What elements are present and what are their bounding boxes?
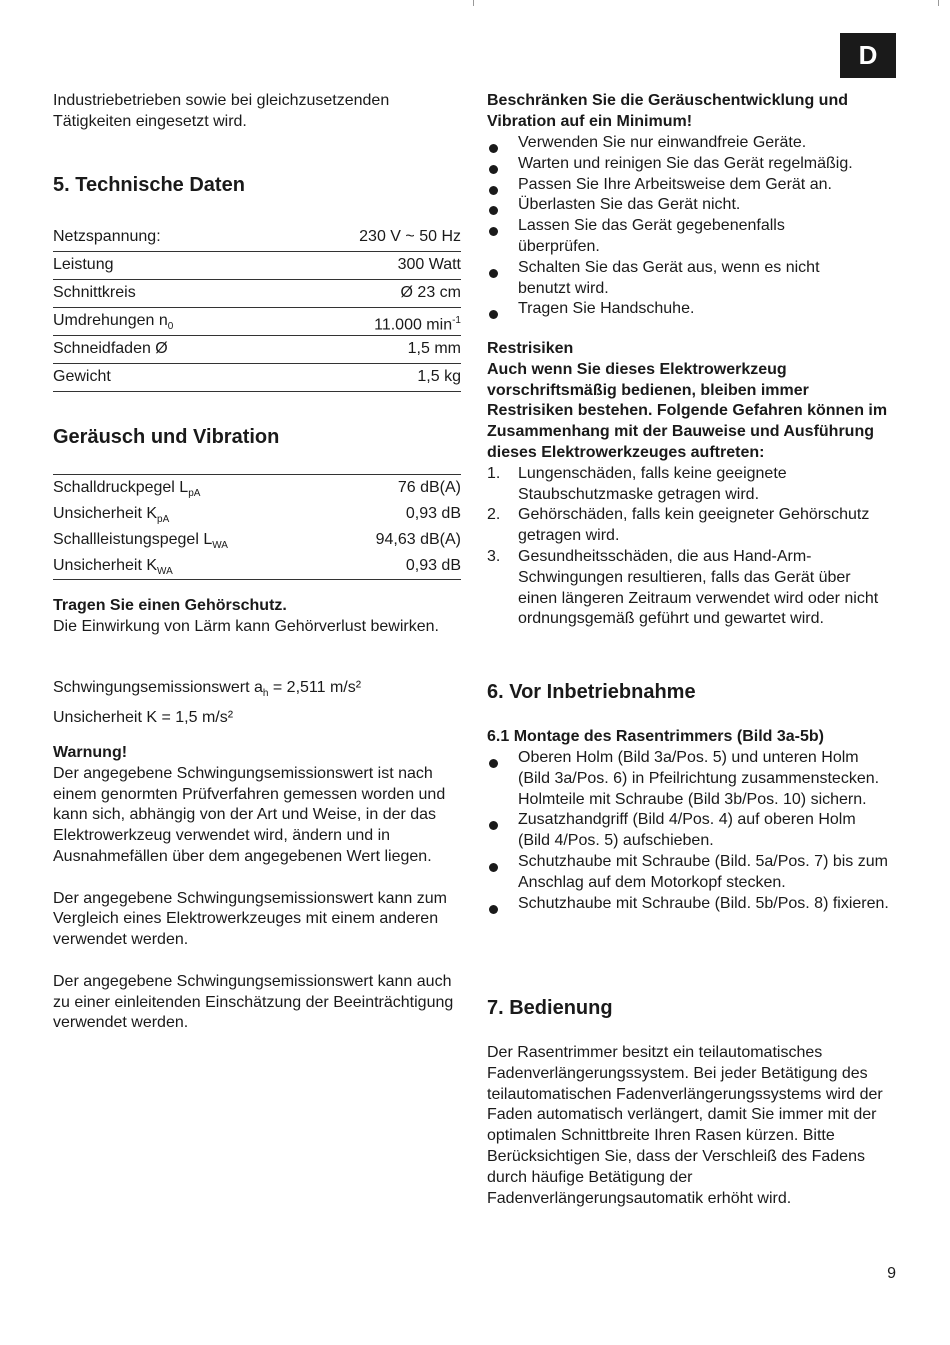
operation-heading: 7. Bedienung [487, 997, 613, 1019]
noise-label: Schallleistungspegel $L_{WA}$ [53, 531, 228, 552]
noise-value: 94,63 dB(A) [375, 531, 461, 548]
noise-label: Unsicherheit $K_{WA}$ [53, 557, 173, 578]
list-item: Tragen Sie Handschuhe. [487, 299, 887, 320]
list-item: Warten und reinigen Sie das Gerät regelmäßig. [487, 154, 887, 175]
spec-label: Gewicht [53, 368, 111, 385]
residual-risks-title: Restrisiken [487, 340, 574, 357]
list-item: Schutzhaube mit Schraube (Bild. 5b/Pos. 8) fixieren. [487, 894, 892, 915]
spec-row [53, 252, 461, 280]
crop-mark [473, 0, 474, 6]
spec-value: 11.000 $\min^{-1}$ [374, 315, 461, 334]
bullet-icon [489, 863, 498, 872]
noise-value: 0,93 dB [405, 505, 461, 522]
bullet-icon [489, 186, 498, 195]
list-item: 2. Gehörschäden, falls kein geeigneter Gehörschutz getragen wird. [487, 506, 870, 545]
limit-noise-list [487, 133, 887, 320]
vibration-uncertainty: Unsicherheit K = 1,5 m/s² [53, 708, 234, 726]
residual-risks-list [487, 464, 899, 630]
list-item: 1. Lungenschäden, falls keine geeignete Staubschutzmaske getragen wird. [487, 464, 787, 503]
bullet-icon [489, 759, 498, 768]
residual-risks-section [487, 339, 899, 630]
noise-value: 0,93 dB [405, 557, 461, 574]
assembly-heading: 6.1 Montage des Rasentrimmers (Bild 3a-5b) [487, 728, 824, 745]
hearing-protection-notice [53, 596, 453, 638]
tech-data-heading: 5. Technische Daten [53, 174, 245, 196]
spec-value: 300 Watt [397, 256, 461, 273]
warning-title: Warnung! [53, 744, 128, 761]
hearing-protection-text: Die Einwirkung von Lärm kann Gehörverlust bewirken. [53, 617, 439, 635]
list-item: Verwenden Sie nur einwandfreie Geräte. [487, 133, 887, 154]
language-badge: D [840, 33, 896, 78]
vibration-emission-value: Schwingungsemissionswert $a_h = 2,511$ m/s² [53, 679, 362, 700]
warning-paragraph: Der angegebene Schwingungsemissionswert ist nach einem genormten Prüfverfahren gemessen worden und kann sich, abhängig von der Art und Weise, in der das Elektrowerkzeug verwendet wird, ändern und in Ausnahmefällen über dem angegebenen Wert liegen. [53, 764, 446, 865]
spec-value: 1,5 kg [417, 368, 461, 385]
noise-label: Unsicherheit $K_{pA}$ [53, 505, 170, 526]
spec-value: 1,5 mm [407, 340, 461, 357]
noise-heading: Geräusch und Vibration [53, 426, 280, 448]
bullet-icon [489, 165, 498, 174]
list-item: Passen Sie Ihre Arbeitsweise dem Gerät an. [487, 175, 887, 196]
list-item: Zusatzhandgriff (Bild 4/Pos. 4) auf oberen Holm (Bild 4/Pos. 5) aufschieben. [487, 810, 892, 852]
spec-row [53, 364, 461, 392]
spec-label: Netzspannung: [53, 228, 161, 245]
spec-row [53, 224, 461, 252]
warning-paragraph: Der angegebene Schwingungsemissionswert kann zum Vergleich eines Elektrowerkzeuges mit einem anderen verwendet werden. [53, 889, 447, 949]
assembly-list [487, 748, 892, 914]
spec-row [53, 280, 461, 308]
noise-label: Schalldruckpegel $L_{pA}$ [53, 479, 201, 500]
bullet-icon [489, 227, 498, 236]
spec-value: 230 V ~ 50 Hz [359, 228, 461, 245]
noise-row [53, 475, 461, 501]
bullet-icon [489, 310, 498, 319]
noise-row [53, 553, 461, 579]
spec-value: Ø 23 cm [400, 284, 461, 301]
spec-label: Leistung [53, 256, 114, 273]
tech-data-table [53, 224, 461, 392]
bullet-icon [489, 269, 498, 278]
intro-text: Industriebetrieben sowie bei gleichzusetzenden Tätigkeiten eingesetzt wird. [53, 92, 390, 130]
warning-section [53, 743, 463, 1034]
noise-table [53, 474, 461, 580]
noise-row [53, 501, 461, 527]
warning-paragraph: Der angegebene Schwingungsemissionswert kann auch zu einer einleitenden Einschätzung der Beeinträchtigung verwendet werden. [53, 972, 454, 1032]
bullet-icon [489, 821, 498, 830]
operation-text: Der Rasentrimmer besitzt ein teilautomatisches Fadenverlängerungssystem. Bei jeder Betätigung des teilautomatischen Fadenverlängerungssystems wird der Faden automatisch verlängert, damit Sie immer mit der optimalen Schnittbreite Ihren Rasen kürzen. Bitte Berücksichtigen Sie, dass der Verschleiß des Fadens durch häufige Betätigung der Fadenverlängerungsautomatik erhöht wird. [487, 1044, 883, 1207]
bullet-icon [489, 905, 498, 914]
list-item: Schutzhaube mit Schraube (Bild. 5a/Pos. 7) bis zum Anschlag auf dem Motorkopf stecken. [487, 852, 892, 894]
spec-row [53, 308, 461, 336]
bullet-icon [489, 144, 498, 153]
spec-row [53, 336, 461, 364]
limit-noise-heading: Beschränken Sie die Geräuschentwicklung und Vibration auf ein Minimum! [487, 92, 848, 130]
spec-label: Schneidfaden Ø [53, 340, 168, 357]
list-item: Lassen Sie das Gerät gegebenenfalls überprüfen. [487, 216, 887, 258]
page-number: 9 [887, 1265, 896, 1282]
list-item: Oberen Holm (Bild 3a/Pos. 5) und unteren Holm (Bild 3a/Pos. 6) in Pfeilrichtung zusammenstecken. Holmteile mit Schraube (Bild 3b/Pos. 10) sichern. [487, 748, 892, 810]
spec-label: Umdrehungen $n_0$ [53, 312, 174, 333]
noise-value: 76 dB(A) [397, 479, 461, 496]
vibration-values [53, 678, 453, 729]
noise-row [53, 527, 461, 553]
pre-operation-heading: 6. Vor Inbetriebnahme [487, 681, 696, 703]
spec-label: Schnittkreis [53, 284, 136, 301]
list-item: Überlasten Sie das Gerät nicht. [487, 195, 887, 216]
residual-risks-intro: Auch wenn Sie dieses Elektrowerkzeug vorschriftsmäßig bedienen, bleiben immer Restrisiken bestehen. Folgende Gefahren können im Zusammenhang mit der Bauweise und Ausführung dieses Elektrowerkzeuges auftreten: [487, 360, 888, 461]
list-item: 3. Gesundheitsschäden, die aus Hand-Arm-Schwingungen resultieren, falls das Gerät über einen längeren Zeitraum verwendet wird oder nicht ordnungsgemäß geführt und gewartet wird. [487, 547, 879, 628]
hearing-protection-title: Tragen Sie einen Gehörschutz. [53, 597, 287, 614]
bullet-icon [489, 206, 498, 215]
list-item: Schalten Sie das Gerät aus, wenn es nicht benutzt wird. [487, 258, 887, 300]
crop-mark [938, 0, 939, 6]
